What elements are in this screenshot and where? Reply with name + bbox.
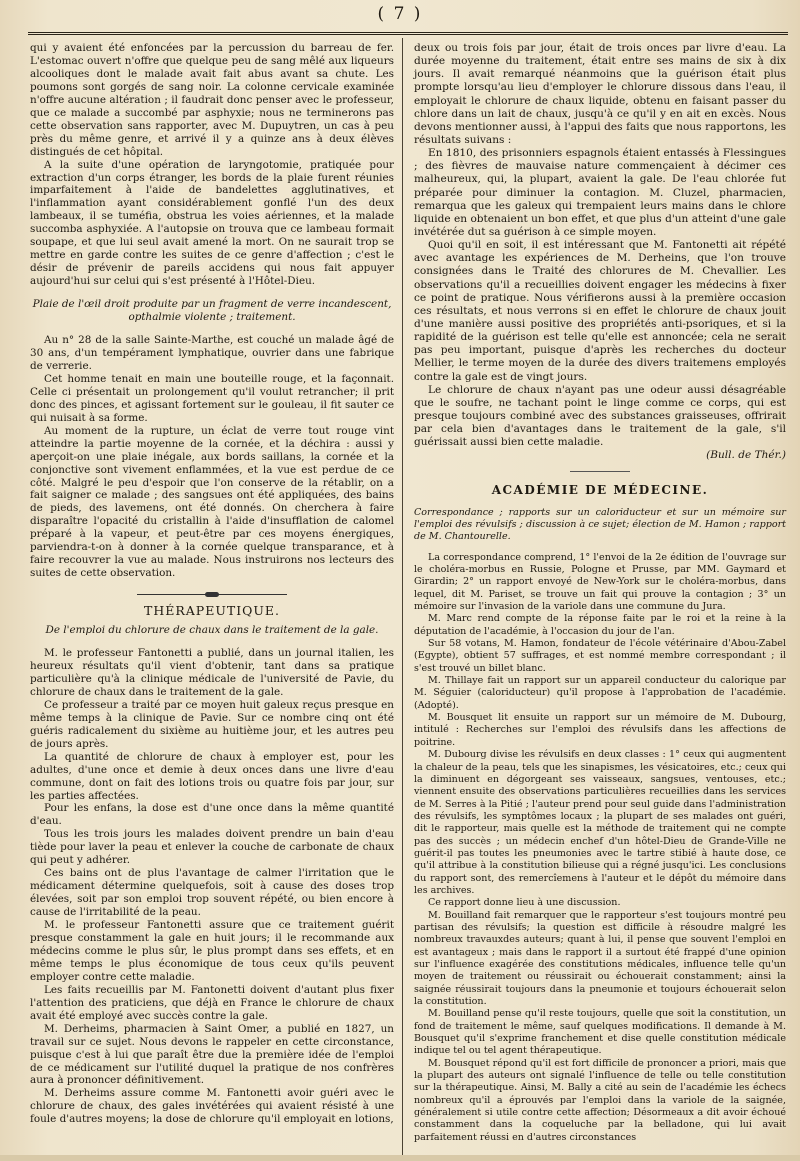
- left-column: [30, 42, 394, 1126]
- paragraph: M. Derheims assure comme M. Fantonetti avoir guéri avec le chlorure de chaux, des gales invétérées qui avaient résisté à une foule d'autres moyens; la dose de chlorure qu'il employait en lotions,: [30, 1087, 394, 1126]
- column-divider: [402, 38, 403, 1156]
- paragraph: Le chlorure de chaux n'ayant pas une odeur aussi désagréable que le soufre, ne tachant point le linge comme ce corps, qui est presque toujours combiné avec des substances graisseuses, offrirait par cela bien d'avantages dans le traitement de la gale, s'il guérissait aussi bien cette maladie.: [414, 383, 786, 449]
- paragraph: M. Bousquet lit ensuite un rapport sur un mémoire de M. Dubourg, intitulé : Recherches sur l'emploi des révulsifs dans les affections de poitrine.: [414, 712, 786, 748]
- paragraph: Les faits recueillis par M. Fantonetti doivent d'autant plus fixer l'attention des praticiens, que déjà en France le chlorure de chaux avait été employé avec succès contre la gale.: [30, 983, 394, 1022]
- paragraph: qui y avaient été enfoncées par la percussion du barreau de fer. L'estomac ouvert n'offre que quelque peu de sang mêlé aux liqueurs alcooliques dont le malade avait fait abus avant sa chute. Les poumons sont gorgés de sang noir. La colonne cervicale examinée n'offre aucune altération ; il faudrait donc penser avec le professeur, que ce malade a succombé par asphyxie; nous ne terminerons pas cette observation sans rapporter, avec M. Dupuytren, un cas à peu près du même genre, et arrivé il y a quinze ans à deux élèves distingués de cet hôpital.: [30, 42, 394, 158]
- paragraph: M. Bouilland fait remarquer que le rapporteur s'est toujours montré peu partisan des révulsifs; la question est difficile à résoudre malgré les nombreux travauxdes auteurs; quant à lui, il pense que souvent l'emploi en est avantageux ; mais dans le rapport il a surtout été frappé d'une opinion sur l'influence exagérée des constitutions médicales, influence telle qu'un moyen de traitement ou réussirait ou échouerait constamment; ainsi la saignée réussirait toujours dans la pneumonie et toujours échouerait selon la constitution.: [414, 909, 786, 1008]
- paragraph: Au n° 28 de la salle Sainte-Marthe, est couché un malade âgé de 30 ans, d'un tempérament lymphatique, ouvrier dans une fabrique de verrerie.: [30, 334, 394, 372]
- paragraph: M. Thillaye fait un rapport sur un appareil conducteur du calorique par M. Séguier (caloriducteur) qu'il propose à l'approbation de l'académie. (Adopté).: [414, 675, 786, 711]
- paragraph: Ce rapport donne lieu à une discussion.: [428, 897, 621, 909]
- paragraph: M. le professeur Fantonetti assure que ce traitement guérit presque constamment la gale en huit jours; il le recommande aux médecins comme le plus sûr, le plus prompt dans ses effets, et en même temps le plus économique de tous ceux qu'ils peuvent employer contre cette maladie.: [30, 919, 394, 983]
- section-title: ACADÉMIE DE MÉDECINE.: [491, 482, 709, 497]
- section-rule: [137, 594, 287, 595]
- page-number: ( 7 ): [377, 4, 423, 24]
- paragraph: M. Bousquet répond qu'il est fort difficile de prononcer a priori, mais que la plupart des auteurs ont signalé l'influence de telle ou telle constitution sur la thérapeutique. Ainsi, M. Bally a cité au sein de l'académie les échecs nombreux qu'il a éprouvés par l'emploi dans la variole de la saignée, généralement si utile contre cette affection; Désormeaux a dit avoir échoué constamment dans la coqueluche par la belladone, qui lui avait parfaitement réussi en d'autres circonstances: [414, 1057, 786, 1143]
- section-title: THÉRAPEUTIQUE.: [143, 603, 281, 619]
- header-rule: [28, 32, 788, 35]
- paragraph: Ce professeur a traité par ce moyen huit galeux reçus presque en même temps à la clinique de Pavie. Sur ce nombre cinq ont été guéris radicalement du sixième au huitième jour, et les autres peu de jours après.: [30, 698, 394, 750]
- paragraph: M. Dubourg divise les révulsifs en deux classes : 1° ceux qui augmentent la chaleur de la peau, tels que les sinapismes, les vésicatoires, etc.; ceux qui la diminuent en dégorgeant ses vaisseaux, sangsues, ventouses, etc.; viennent ensuite des observations particulières recueillies dans les services de M. Serres à la Pitié ; l'auteur prend pour seul guide dans l'administration des révulsifs, les symptômes locaux ; la plupart de ses malades ont guéri, dit le rapporteur, mais quelle est la méthode de traitement qui ne compte pas des succès ; un médecin enchef d'un hôtel-Dieu de Grande-Ville ne guérit-il pas toutes les pneumonies avec le tartre stibié à haute dose, ce qu'il attribue à la constitution bilieuse qui a régné jusqu'ici. Les conclusions du rapport sont, des remercîemens à l'auteur et le dépôt du mémoire dans les archives.: [414, 749, 786, 896]
- paragraph: La quantité de chlorure de chaux à employer est, pour les adultes, d'une once et demie à deux onces dans une livre d'eau commune, dont on fait des lotions trois ou quatre fois par jour, sur les parties affectées.: [30, 750, 394, 802]
- paragraph: En 1810, des prisonniers espagnols étaient entassés à Flessingues ; des fièvres de mauvaise nature commençaient à décimer ces malheureux, qui, la plupart, avaient la gale. De l'eau chlorée fut préparée pour diminuer la contagion. M. Cluzel, pharmacien, remarqua que les galeux qui trempaient leurs mains dans le chlore liquide en obtenaient un bon effet, et que plus d'un atteint d'une gale invétérée dut sa guérison à ce simple moyen.: [414, 147, 786, 238]
- paragraph: Cet homme tenait en main une bouteille rouge, et la façonnait. Celle ci présentait un prolongement qu'il voulut retrancher; il prit donc des pinces, et agissant fortement sur le gouleau, il fit sauter ce qui nuisait à sa forme.: [30, 372, 394, 424]
- paragraph: Ces bains ont de plus l'avantage de calmer l'irritation que le médicament détermine quelquefois, soit à cause des doses trop élevées, soit par son emploi trop souvent répété, ou bien encore à cause de l'irritabilité de la peau.: [30, 867, 394, 919]
- paragraph: A la suite d'une opération de laryngotomie, pratiquée pour extraction d'un corps étranger, les bords de la plaie furent réunies imparfaitement à l'aide de bandelettes agglutinatives, et l'inflammation ayant considérablement gonflé l'un des deux lambeaux, il se tuméfia, obstrua les voies aériennes, et la malade succomba asphyxiée. A l'autopsie on trouva que ce lambeau formait soupape, et que lui seul avait amené la mort. On ne saurait trop se mettre en garde contre les suites de ce genre d'affection ; c'est le désir de prévenir de pareils accidens qui nous fait appuyer aujourd'hui sur celui qui s'est présenté à l'Hôtel-Dieu.: [30, 158, 394, 288]
- section-subtitle: Correspondance ; rapports sur un caloriducteur et sur un mémoire sur l'emploi des révulsifs ; discussion à ce sujet; élection de M. Hamon ; rapport de M. Chantourelle.: [414, 506, 786, 543]
- academy-report: [414, 552, 786, 1145]
- case-title: Plaie de l'œil droit produite par un fragment de verre incandescent, opthalmie violente ; traitement.: [32, 298, 392, 324]
- paragraph: Tous les trois jours les malades doivent prendre un bain d'eau tiède pour laver la peau et enlever la couche de carbonate de chaux qui peut y adhérer.: [30, 828, 394, 867]
- source-citation: (Bull. de Thér.): [706, 449, 786, 462]
- right-column: [414, 42, 786, 1144]
- paragraph: Sur 58 votans, M. Hamon, fondateur de l'école vétérinaire d'Abou-Zabel (Egypte), obtient 57 suffrages, et est nommé membre correspondant ; il s'est trouvé un billet blanc.: [414, 638, 786, 674]
- paragraph: deux ou trois fois par jour, était de trois onces par livre d'eau. La durée moyenne du traitement, était entre ses mains de six à dix jours. Il avait remarqué néanmoins que la guérison était plus prompte lorsqu'au lieu d'employer le chlorure dissous dans l'eau, il employait le chlorure de chaux liquide, obtenu en faisant passer du chlore dans un lait de chaux, jusqu'à ce qu'il y en ait en excès. Nous devons mentionner aussi, à l'appui des faits que nous rapportons, les résultats suivans :: [414, 42, 786, 146]
- paragraph: M. Marc rend compte de la réponse faite par le roi et la reine à la députation de l'académie, à l'occasion du jour de l'an.: [414, 613, 786, 637]
- paragraph: M. le professeur Fantonetti a publié, dans un journal italien, les heureux résultats qu'il vient d'obtenir, tant dans sa pratique particulière qu'à la clinique médicale de l'université de Pavie, du chlorure de chaux dans le traitement de la gale.: [30, 647, 394, 698]
- paragraph: Quoi qu'il en soit, il est intéressant que M. Fantonetti ait répété avec avantage les expériences de M. Derheins, que l'on trouve consignées dans le Traité des chlorures de M. Chevallier. Les observations qu'il a recueillies doivent engager les médecins à fixer ce point de pratique. Nous vérifierons aussi à la première occasion ces résultats, et nous verrons si en effet le chlorure de chaux jouit d'une manière aussi positive des propriétés anti-psoriques, et si la rapidité de la guérison est telle qu'elle est annoncée; cela ne serait pas peu important, puisque d'après les recherches du docteur Mellier, le terme moyen de la durée des divers traitemens employés contre la gale est de vingt jours.: [414, 239, 786, 383]
- section-rule: [570, 471, 630, 472]
- paragraph: Pour les enfans, la dose est d'une once dans la même quantité d'eau.: [30, 802, 394, 828]
- paragraph: M. Bouilland pense qu'il reste toujours, quelle que soit la constitution, un fond de traitement le même, sauf quelques modifications. Il demande à M. Bousquet qu'il s'exprime franchement et dise quelle constitution médicale indique tel ou tel agent thérapeutique.: [414, 1008, 786, 1057]
- paragraph: Au moment de la rupture, un éclat de verre tout rouge vint atteindre la partie moyenne de la cornée, et la déchira : aussi y aperçoit-on une plaie inégale, aux bords saillans, la cornée et la conjonctive sont vivement enflammées, et la vue est perdue de ce côté. Malgré le peu d'espoir que l'on conserve de la rétablir, on a fait saigner ce malade ; des sangsues ont été appliquées, des bains de pieds, des lavemens, ont été donnés. On cherchera à faire disparaître l'opacité du cristallin à l'aide d'insufflation de calomel préparé à la vapeur, et peut-être par ces moyens énergiques, parviendra-t-on à donner à la cornée quelque transparance, et à faire recouvrer la vue au malade. Nous instruirons nos lecteurs des suites de cette observation.: [30, 424, 394, 580]
- page-bottom-edge: [0, 1155, 800, 1161]
- section-subtitle: De l'emploi du chlorure de chaux dans le traitement de la gale.: [45, 624, 379, 637]
- paragraph: M. Derheims, pharmacien à Saint Omer, a publié en 1827, un travail sur ce sujet. Nous devons le rappeler en cette circonstance, puisque c'est à lui que paraît être due la première idée de l'emploi de ce médicament sur l'utilité duquel la pratique de nos confrères aura à prononcer définitivement.: [30, 1022, 394, 1087]
- paragraph: La correspondance comprend, 1° l'envoi de la 2e édition de l'ouvrage sur le choléra-morbus en Russie, Pologne et Prusse, par MM. Gaymard et Girardin; 2° un rapport envoyé de New-York sur le choléra-morbus, dans lequel, dit M. Pariset, se trouve un fait qui prouve la contagion ; 3° un mémoire sur l'invasion de la variole dans une commune du Jura.: [414, 551, 786, 613]
